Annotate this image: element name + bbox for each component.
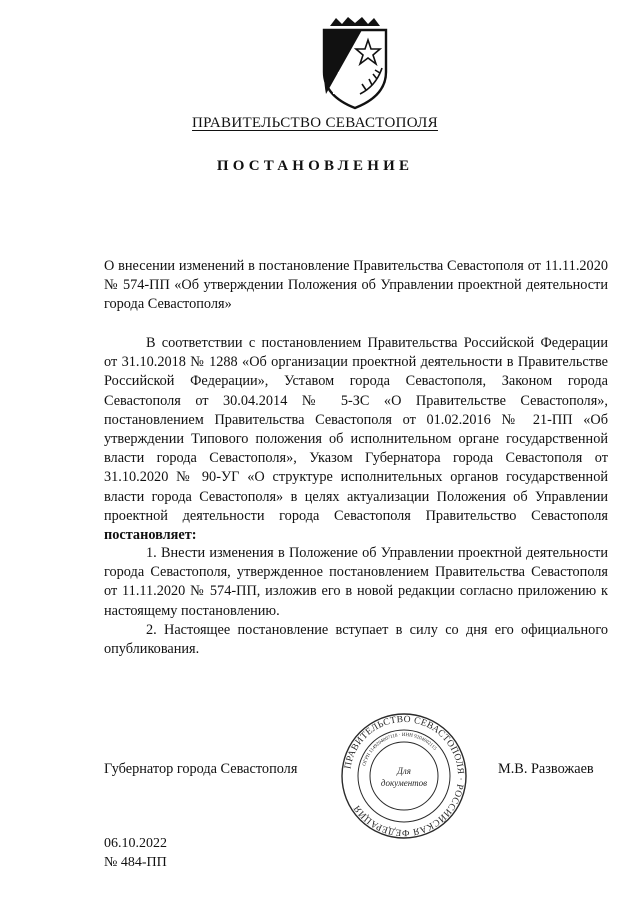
government-title: ПРАВИТЕЛЬСТВО СЕВАСТОПОЛЯ <box>192 115 438 131</box>
preamble-text: В соответствии с постановлением Правительства Российской Федерации от 31.10.2018 № 1288 «Об организации проектной деятельности в Правительстве Российской Федерации», Уставом города Севастополя, Законом города Севастополя от 30.04.2014 № 5-ЗС «О Правительстве Севастополя», постановлением Правительства Севастополя от 01.02.2016 № 21-ПП «Об утверждении Типового положения об исполнительном органе государственной власти города Севастополя», Указом Губернатора города Севастополя от 31.10.2020 № 90-УГ «О структуре исполнительных органов государственной власти города Севастополя» в целях актуализации Положения об Управлении проектной деятельности города Севастополя Правительство Севастополя <box>104 335 608 524</box>
decree-word: постановляет: <box>104 527 197 544</box>
seal-inner-text: ОГРН 1149204007118 · ИНН 9204002115 <box>362 732 437 767</box>
signer-role: Губернатор города Севастополя <box>104 761 298 777</box>
signer-name: М.В. Развожаев <box>498 761 594 777</box>
document-type-heading: ПОСТАНОВЛЕНИЕ <box>216 158 414 174</box>
decree-items <box>104 544 608 659</box>
decree-item-1: 1. Внести изменения в Положение об Управлении проектной деятельности города Севастополя, утвержденное постановлением Правительства Севастополя от 11.11.2020 № 574-ПП, изложив его в новой редакции согласно приложению к настоящему постановлению. <box>104 545 608 619</box>
decree-item-2: 2. Настоящее постановление вступает в силу со дня его официального опубликования. <box>104 621 608 658</box>
seal-center-line-1: Для <box>397 766 411 776</box>
official-seal <box>340 712 468 840</box>
document-date: 06.10.2022 <box>104 836 167 851</box>
coat-of-arms-emblem <box>316 16 394 110</box>
document-number: № 484-ПП <box>104 855 167 870</box>
preamble-paragraph <box>104 334 608 545</box>
document-subject: О внесении изменений в постановление Правительства Севастополя от 11.11.2020 № 574-ПП «Об утверждении Положения об Управлении проектной деятельности города Севастополя» <box>104 258 608 312</box>
seal-outer-text: ПРАВИТЕЛЬСТВО СЕВАСТОПОЛЯ · РОССИЙСКАЯ ФЕДЕРАЦИЯ <box>343 714 466 838</box>
seal-center-line-2: документов <box>380 778 428 788</box>
